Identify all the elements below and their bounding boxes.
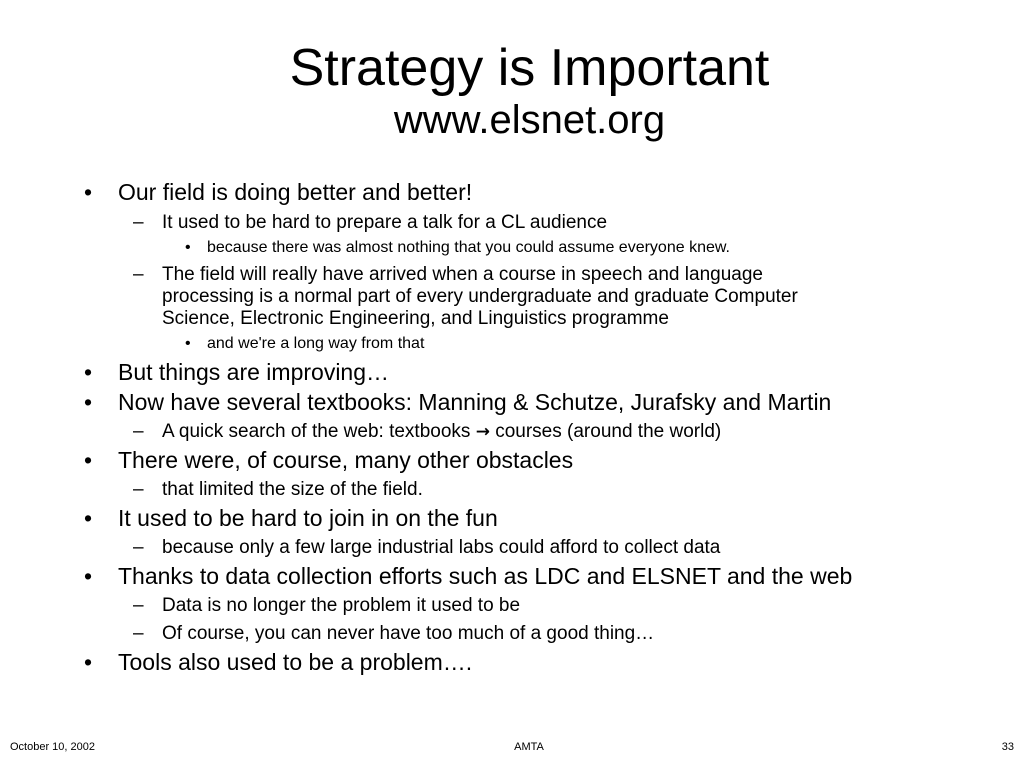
list-item-text: The field will really have arrived when a course in speech and language xyxy=(162,264,763,285)
list-item xyxy=(133,595,521,617)
list-item-text: because there was almost nothing that you could assume everyone knew. xyxy=(207,239,730,256)
dash-marker: – xyxy=(133,212,144,233)
bullet-marker: • xyxy=(84,179,93,205)
list-item-text: and we're a long way from that xyxy=(207,335,425,352)
bullet-marker: • xyxy=(84,505,93,531)
list-item xyxy=(133,537,721,559)
dash-marker: – xyxy=(133,264,144,285)
bullet-marker: • xyxy=(185,239,191,256)
list-item xyxy=(84,178,473,206)
list-item-text: A quick search of the web: textbooks xyxy=(162,421,471,442)
dash-marker: – xyxy=(133,421,144,442)
list-item-text: Now have several textbooks: Manning & Schutze, Jurafsky and Martin xyxy=(118,389,832,415)
list-item xyxy=(84,504,498,532)
list-item xyxy=(133,479,423,501)
list-item-text: Our field is doing better and better! xyxy=(118,179,473,205)
bullet-marker: • xyxy=(84,649,93,675)
dash-marker: – xyxy=(133,537,144,558)
list-item-continuation xyxy=(162,286,798,308)
bullet-marker: • xyxy=(84,389,93,415)
list-item-text: There were, of course, many other obstacles xyxy=(118,447,574,473)
list-item-text: processing is a normal part of every undergraduate and graduate Computer xyxy=(162,286,798,307)
footer-date: October 10, 2002 xyxy=(10,741,96,753)
list-item xyxy=(84,388,832,416)
list-item-text: that limited the size of the field. xyxy=(162,479,423,500)
list-item xyxy=(185,238,730,258)
list-item-text: Thanks to data collection efforts such as LDC and ELSNET and the web xyxy=(118,563,853,589)
list-item-text: Data is no longer the problem it used to be xyxy=(162,595,521,616)
bullet-marker: • xyxy=(84,563,93,589)
list-item xyxy=(84,358,390,386)
dash-marker: – xyxy=(133,623,144,644)
list-item xyxy=(84,446,574,474)
dash-marker: – xyxy=(133,595,144,616)
list-item-text: Of course, you can never have too much of a good thing… xyxy=(162,623,655,644)
arrow-right-icon: → xyxy=(475,422,490,442)
list-item-text: Tools also used to be a problem…. xyxy=(118,649,473,675)
list-item xyxy=(133,212,608,234)
list-item-text: because only a few large industrial labs could afford to collect data xyxy=(162,537,721,558)
list-item-text: But things are improving… xyxy=(118,359,390,385)
slide-subtitle: www.elsnet.org xyxy=(393,98,666,142)
footer-center-text: AMTA xyxy=(514,741,544,753)
list-item-continuation xyxy=(162,308,669,330)
bullet-marker: • xyxy=(84,447,93,473)
dash-marker: – xyxy=(133,479,144,500)
list-item xyxy=(84,562,853,590)
list-item-text: Science, Electronic Engineering, and Linguistics programme xyxy=(162,308,669,329)
list-item xyxy=(84,648,473,676)
bullet-marker: • xyxy=(84,359,93,385)
bullet-marker: • xyxy=(185,335,191,352)
slide-title: Strategy is Important xyxy=(289,39,770,97)
list-item xyxy=(185,334,425,354)
list-item xyxy=(133,623,655,645)
list-item xyxy=(133,421,722,443)
list-item-text: It used to be hard to join in on the fun xyxy=(118,505,498,531)
list-item-text: It used to be hard to prepare a talk for a CL audience xyxy=(162,212,608,233)
list-item-text: courses (around the world) xyxy=(495,421,722,442)
list-item xyxy=(133,264,763,286)
footer-page-number: 33 xyxy=(1001,741,1014,753)
